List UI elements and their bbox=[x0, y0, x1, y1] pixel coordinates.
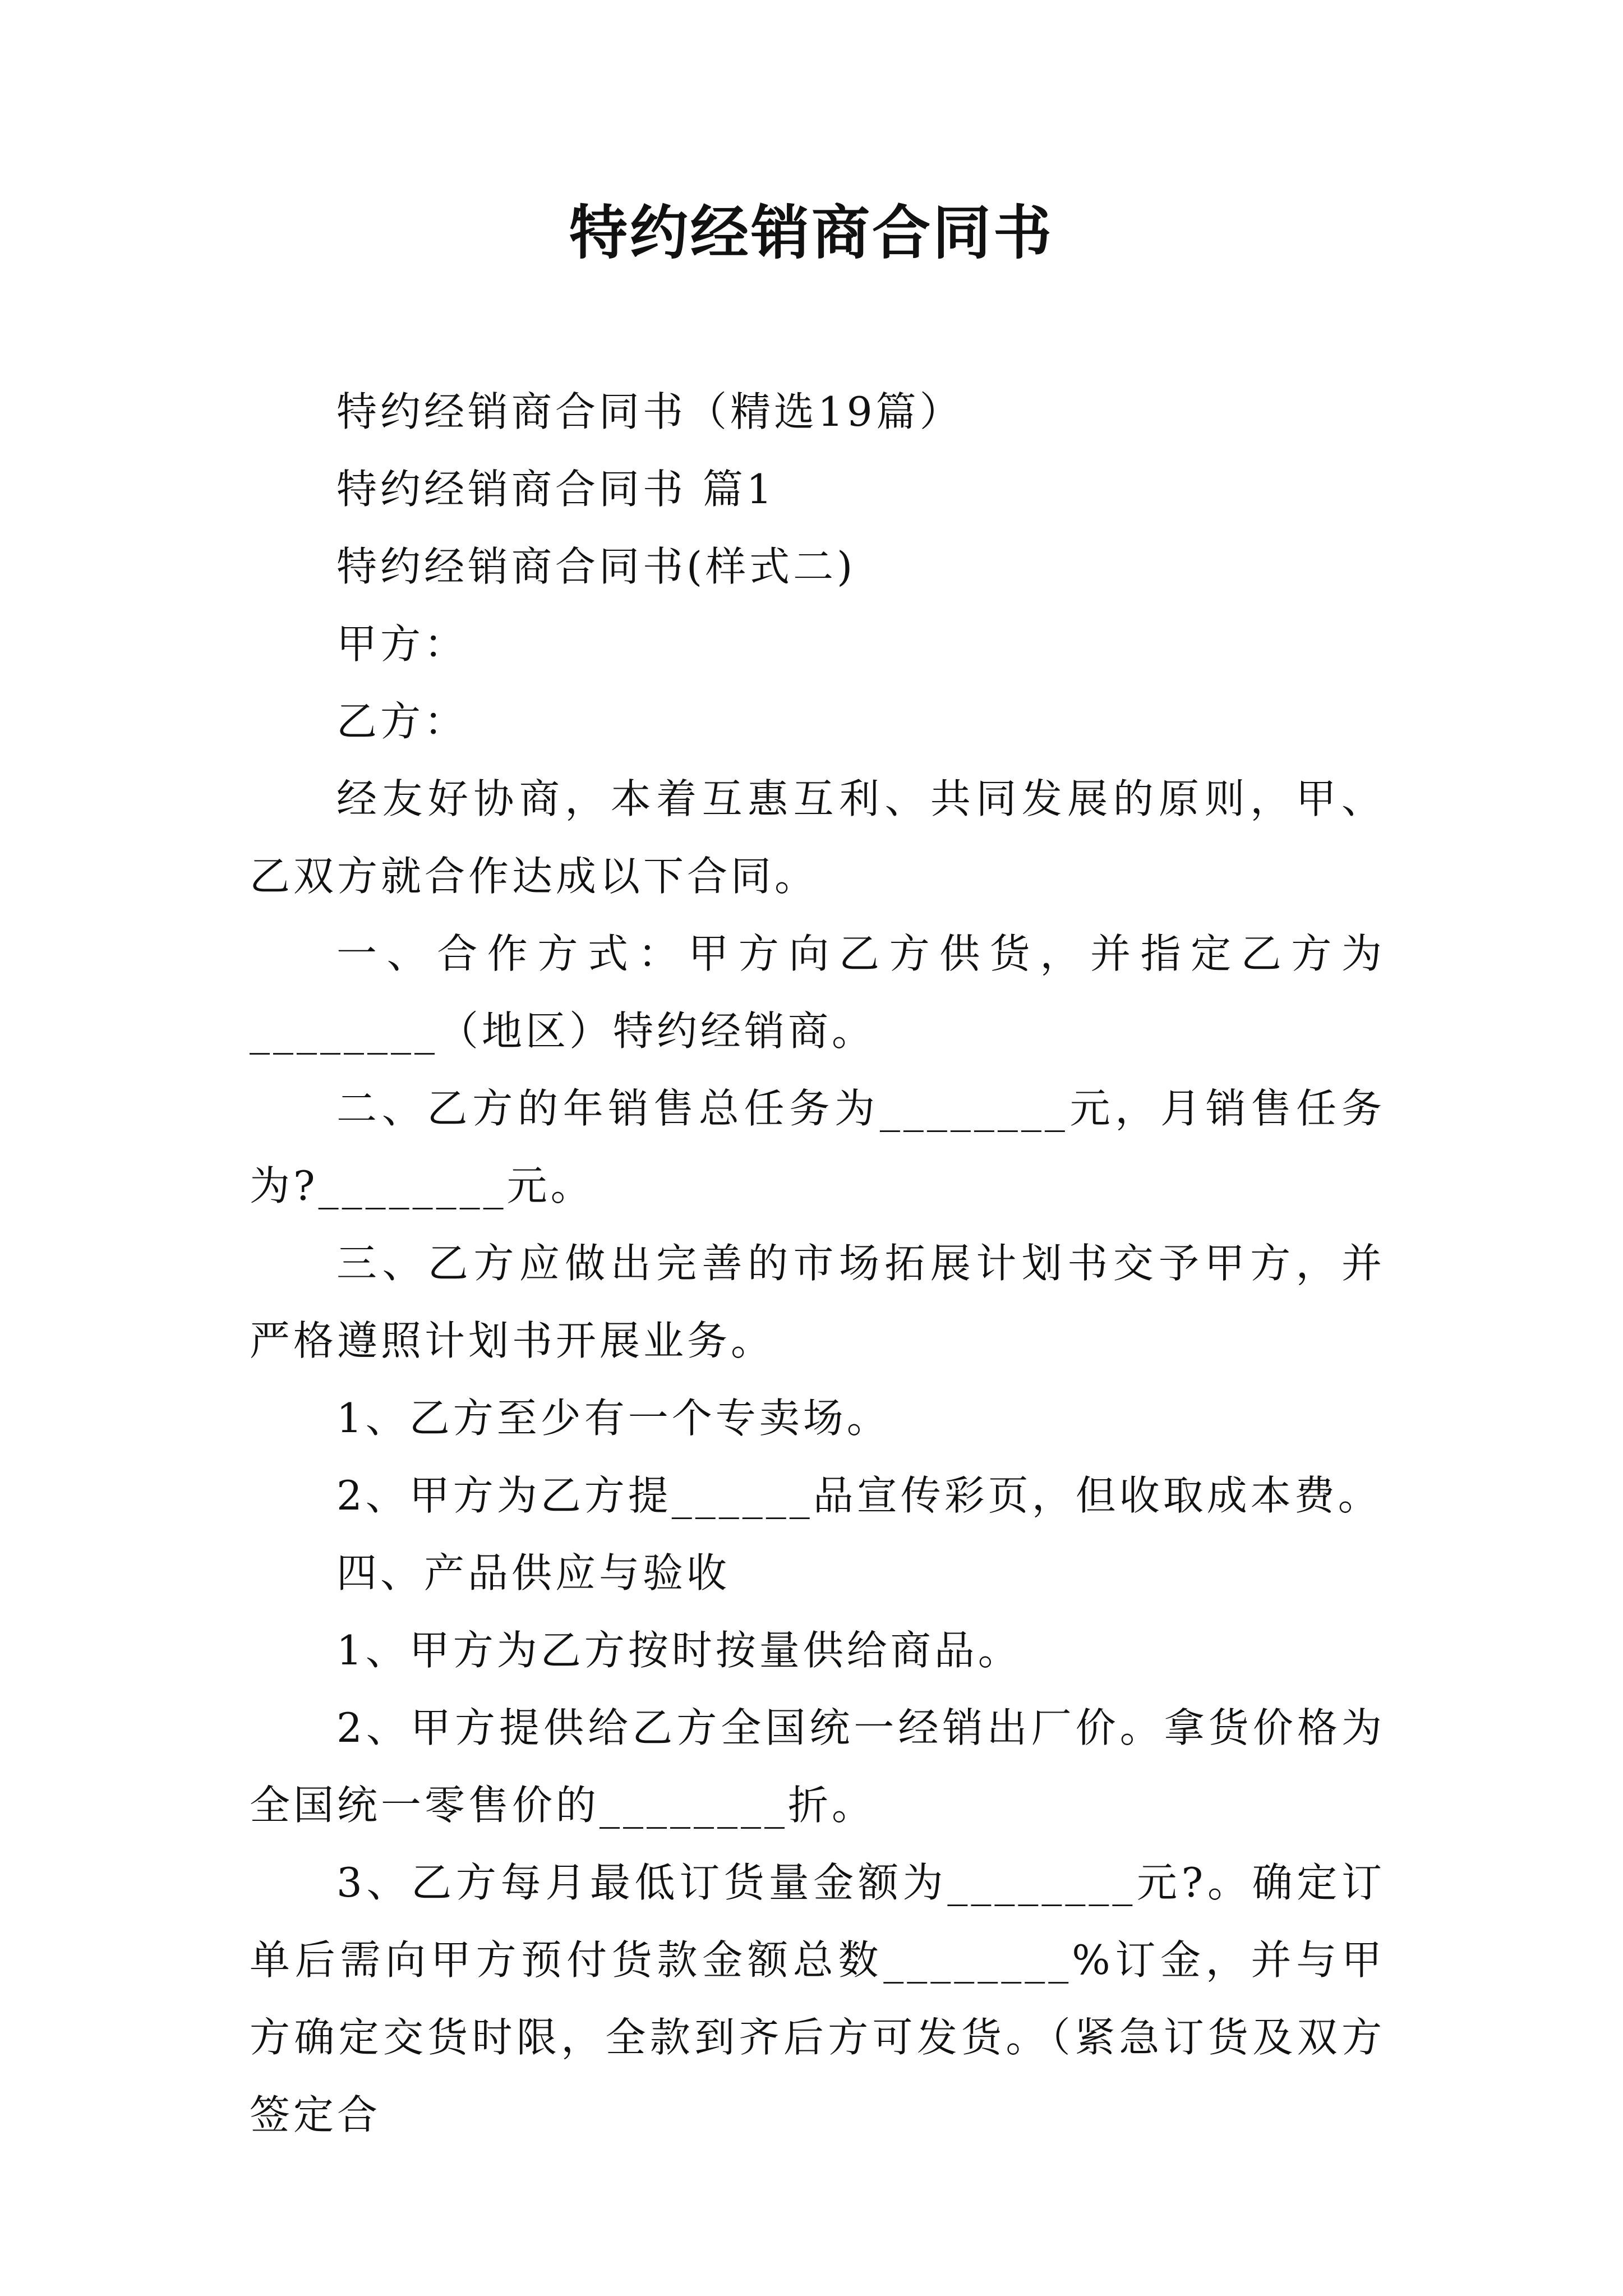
paragraph: 3、乙方每月最低订货量金额为________元?。确定订单后需向甲方预付货款金额总数________%订金，并与甲方确定交货时限，全款到齐后方可发货。（紧急订货及双方签定合 bbox=[250, 1859, 1385, 2138]
paragraph: 1、乙方至少有一个专卖场。 bbox=[336, 1395, 891, 1442]
paragraph: 1、甲方为乙方按时按量供给商品。 bbox=[336, 1627, 1022, 1674]
paragraph: 2、甲方为乙方提______品宣传彩页，但收取成本费。 bbox=[336, 1472, 1382, 1519]
paragraph: 四、产品供应与验收 bbox=[336, 1549, 731, 1596]
paragraph: 甲方： bbox=[336, 620, 468, 668]
document-body bbox=[250, 373, 1385, 2154]
paragraph: 特约经销商合同书(样式二) bbox=[336, 543, 856, 590]
paragraph: 2、甲方提供给乙方全国统一经销出厂价。拿货价格为全国统一零售价的________折。 bbox=[250, 1704, 1385, 1829]
paragraph: 特约经销商合同书（精选19篇） bbox=[336, 388, 963, 435]
paragraph: 经友好协商，本着互惠互利、共同发展的原则，甲、乙双方就合作达成以下合同。 bbox=[250, 775, 1385, 900]
document-title: 特约经销商合同书 bbox=[569, 198, 1054, 267]
paragraph: 一、合作方式：甲方向乙方供货，并指定乙方为________（地区）特约经销商。 bbox=[250, 930, 1385, 1055]
paragraph: 特约经销商合同书 篇1 bbox=[336, 466, 776, 513]
paragraph: 三、乙方应做出完善的市场拓展计划书交予甲方，并严格遵照计划书开展业务。 bbox=[250, 1240, 1385, 1364]
paragraph: 二、乙方的年销售总任务为________元，月销售任务为?________元。 bbox=[250, 1085, 1385, 1209]
paragraph: 乙方： bbox=[336, 698, 468, 745]
